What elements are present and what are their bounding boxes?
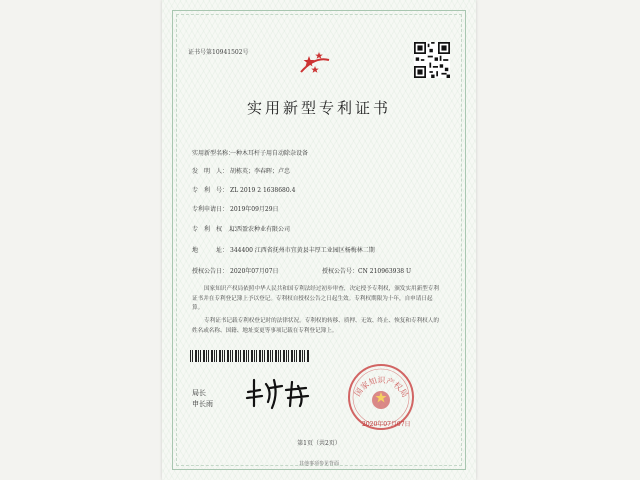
qr-code-icon [414,42,450,78]
certificate-number: 证书号第10941502号 [188,49,249,56]
certificate-paper [162,0,476,480]
field-row [192,266,279,275]
footer-note: 其他事项参见背面 [298,461,339,467]
field-row [192,185,295,194]
page-indicator: 第1页（共2页） [297,440,341,447]
field-value: 一种木耳杆子用自动除杂设备 [230,150,309,157]
seal-date: 2020年07月07日 [362,421,411,428]
field-value: ZL 2019 2 1638680.4 [230,187,296,194]
field-label: 专 利 权 人： [192,226,241,233]
barcode [190,350,310,362]
field-row [192,148,308,157]
field-label: 专利申请日： [192,206,229,213]
announce-number: 授权公告号：CN 210963938 U [322,268,412,275]
cnipa-logo-icon [297,46,333,82]
director-name-label: 申长雨 [192,400,213,408]
field-value: 2020年07月07日 [230,268,279,275]
certificate-title: 实用新型专利证书 [246,99,391,117]
field-row [192,166,290,175]
field-label: 专 利 号： [192,187,229,194]
field-value: 2019年09月29日 [230,206,279,213]
field-value: 胡栋英；李春晖；卢忠 [230,168,291,175]
director-signature [242,372,317,414]
field-label: 授权公告日： [192,268,229,275]
director-block [192,388,213,410]
field-value: 344400 江西省抚州市宜黄县丰厚工业园区杨梅林二期 [230,247,375,254]
field-label: 地 址： [192,247,229,254]
field-row [192,224,290,233]
director-label: 局长 [192,389,206,397]
paragraph-grant: 国家知识产权局依照中华人民共和国专利法经过初步审查，决定授予专利权，颁发实用新型专利证书并在专利登记簿上予以登记。专利权自授权公告之日起生效。专利权期限为十年，自申请日起算。 [192,286,439,312]
paragraph-status: 专利证书记载专利权登记时的法律状况。专利权的转移、质押、无效、终止、恢复和专利权人的姓名或名称、国籍、地址变更等事项记载在专利登记簿上。 [192,318,439,334]
field-label: 实用新型名称： [192,150,235,157]
seal-text: 国家知识产权局 [352,375,410,399]
field-value: 江西盈农种业有限公司 [230,226,291,233]
field-row [192,245,375,254]
field-label: 发 明 人： [192,168,229,175]
field-row [192,204,279,213]
